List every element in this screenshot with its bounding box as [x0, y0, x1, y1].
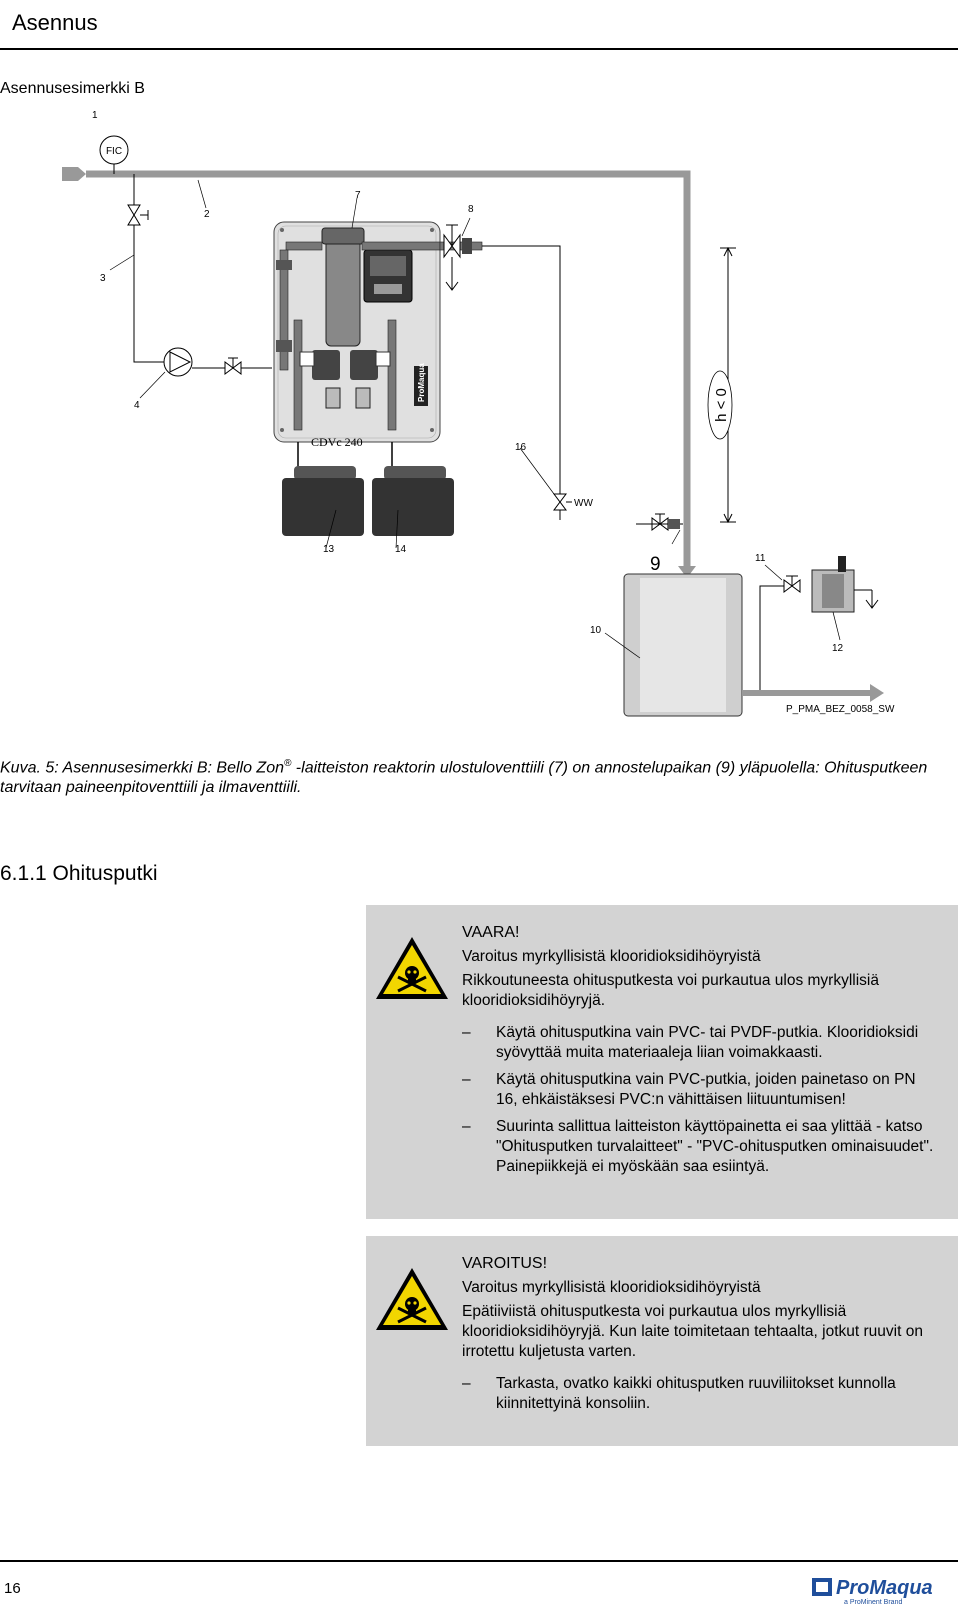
- callout-10: 10: [590, 625, 602, 636]
- svg-text:a ProMinent Brand: a ProMinent Brand: [844, 1599, 903, 1606]
- toxic-warning-icon: [374, 1266, 450, 1332]
- warning-notice: [366, 1236, 958, 1446]
- warning-signal-word: VAROITUS!: [462, 1255, 548, 1272]
- ww-label: WW: [574, 498, 593, 509]
- inlet-arrow-icon: [62, 167, 86, 181]
- danger-signal-word: VAARA!: [462, 924, 520, 941]
- installation-diagram: [0, 100, 960, 725]
- callout-2: 2: [204, 209, 210, 220]
- callout-14: 14: [395, 544, 407, 555]
- callout-9: 9: [650, 554, 661, 575]
- list-item: – Suurinta sallittua laitteiston käyttöpainetta ei saa ylittää - katso "Ohitusputken turvalaitteet" - "PVC-ohitusputken ominaisuudet". Painepiikkejä ei myöskään saa esiintyä.: [462, 1118, 934, 1175]
- list-item: – Käytä ohitusputkina vain PVC-putkia, joiden painetaso on PN 16, ehkäistäksesi PVC:n vähittäisen liituuntumisen!: [462, 1071, 916, 1108]
- list-item: – Käytä ohitusputkina vain PVC- tai PVDF-putkia. Klooridioksidi syövyttää muita materiaaleja liian voimakkaasti.: [462, 1024, 919, 1061]
- page-number: 16: [4, 1580, 21, 1597]
- danger-notice: [366, 905, 958, 1219]
- callout-7: 7: [355, 190, 361, 201]
- callout-8: 8: [468, 204, 474, 215]
- height-label: h < 0: [713, 388, 730, 422]
- list-item: – Tarkasta, ovatko kaikki ohitusputken ruuviliitokset kunnolla kiinnitettyinä konsoliin.: [462, 1375, 896, 1412]
- page-header-title: Asennus: [12, 10, 98, 35]
- warning-action-list: [462, 1374, 938, 1414]
- warning-description: Epätiiviistä ohitusputkesta voi purkautua ulos myrkyllisiä klooridioksidihöyryjä. Kun laite toimitetaan tehtaalta, jotkut ruuvit on irrotettu kuljetusta varten.: [462, 1303, 923, 1360]
- unit-brand-label: ProMaqua: [417, 363, 426, 402]
- unit-label: CDVc 240: [311, 435, 363, 449]
- callout-12: 12: [832, 643, 844, 654]
- danger-description: Rikkoutuneesta ohitusputkesta voi purkautua ulos myrkyllisiä klooridioksidihöyryjä.: [462, 972, 879, 1009]
- subsection-title: 6.1.1 Ohitusputki: [0, 862, 158, 885]
- danger-action-list: [462, 1023, 938, 1177]
- callout-3: 3: [100, 273, 106, 284]
- callout-4: 4: [134, 400, 140, 411]
- warning-hazard-title: Varoitus myrkyllisistä klooridioksidihöyryistä: [462, 1279, 761, 1296]
- toxic-warning-icon: [374, 935, 450, 1001]
- section-title: Asennusesimerkki B: [0, 80, 145, 97]
- callout-1: 1: [92, 110, 98, 121]
- svg-text:ProMaqua: ProMaqua: [836, 1577, 933, 1599]
- fic-label: FIC: [105, 146, 123, 157]
- promaqua-logo: [812, 1572, 954, 1606]
- callout-13: 13: [323, 544, 335, 555]
- callout-16: 16: [515, 442, 527, 453]
- outlet-arrow-icon: [870, 684, 884, 702]
- callout-11: 11: [755, 553, 766, 564]
- danger-hazard-title: Varoitus myrkyllisistä klooridioksidihöyryistä: [462, 948, 761, 965]
- figure-caption: Kuva. 5: Asennusesimerkki B: Bello Zon® -laitteiston reaktorin ulostuloventtiili (7) on annostelupaikan (9) yläpuolella: Ohitusputkeen tarvitaan paineenpitoventtiili ja ilmaventtiili.: [0, 758, 928, 797]
- footer-divider: [0, 1560, 958, 1562]
- header-divider: [0, 48, 958, 50]
- reference-code: P_PMA_BEZ_0058_SW: [786, 704, 895, 715]
